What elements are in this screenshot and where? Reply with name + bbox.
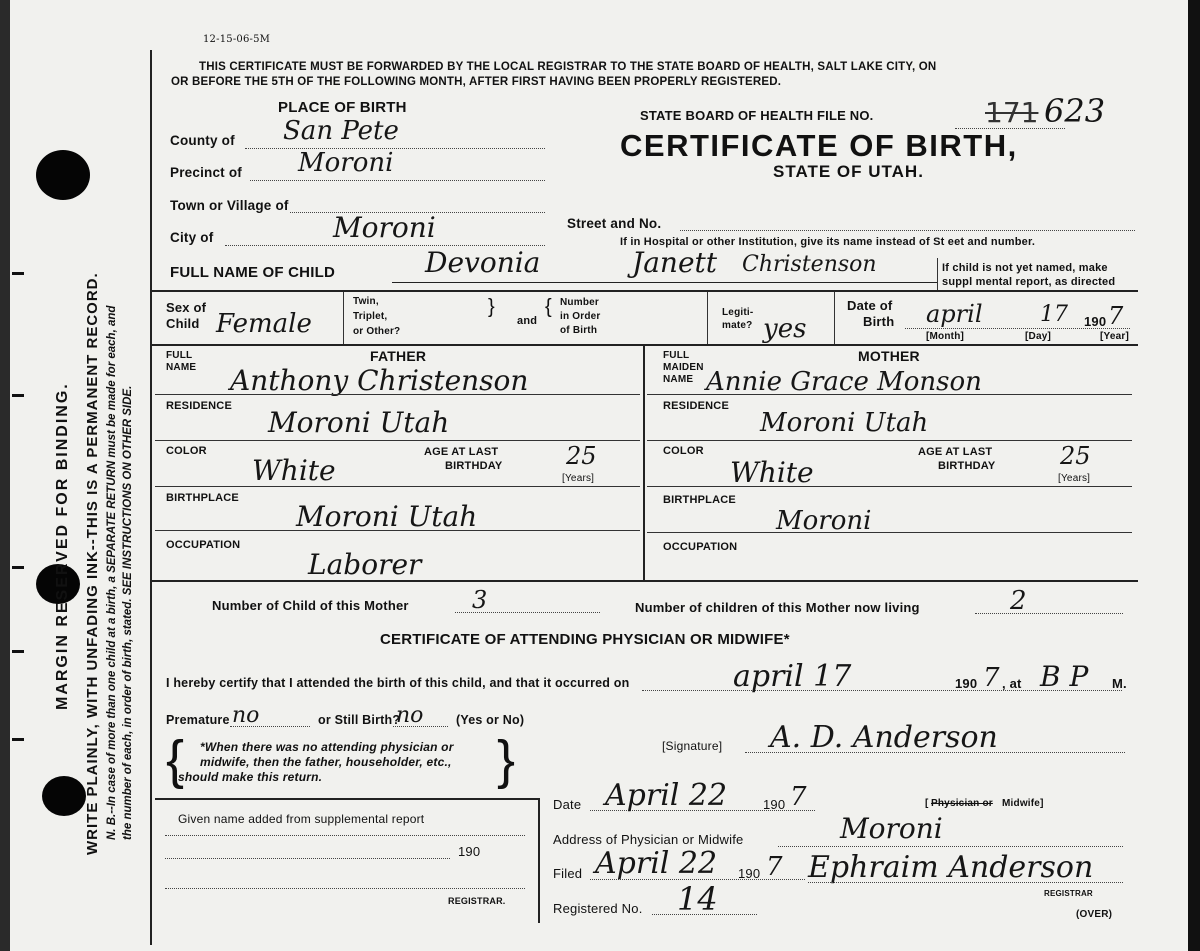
col-divider [343, 292, 344, 344]
occurred-time: B P [1040, 660, 1089, 693]
father-name: Anthony Christenson [230, 364, 529, 397]
physician-label-struck: Physician or [931, 798, 993, 809]
father-birthplace-label: BIRTHPLACE [166, 492, 239, 504]
stillbirth-line [393, 726, 448, 727]
margin-tick [12, 566, 24, 569]
mother-birthplace-label: BIRTHPLACE [663, 494, 736, 506]
section-rule [150, 580, 1138, 582]
brace-decor: } [488, 296, 495, 318]
father-color: White [252, 454, 336, 487]
occurred-century: 190 [955, 676, 978, 691]
certify-text: I hereby certify that I attended the birth of this child, and that it occurred on [166, 676, 630, 690]
mother-color: White [730, 456, 814, 489]
margin-tick [12, 394, 24, 397]
mother-age: 25 [1060, 442, 1091, 470]
living-value: 2 [1010, 586, 1027, 616]
sex-value: Female [216, 309, 312, 339]
premature-line [230, 726, 310, 727]
file-number-value: 623 [1044, 92, 1106, 130]
sex-label-1: Sex of [166, 300, 207, 315]
dob-label-1: Date of [847, 298, 893, 313]
unnamed-note-1: If child is not yet named, make [942, 262, 1108, 274]
margin-tick [12, 272, 24, 275]
street-label: Street and No. [567, 216, 662, 231]
mother-age-label-1: AGE AT LAST [918, 446, 993, 458]
supplemental-top-rule [155, 798, 539, 800]
address-value: Moroni [840, 812, 943, 845]
order-label-2: in Order [560, 311, 601, 322]
father-heading: FATHER [370, 348, 427, 364]
section-rule [150, 290, 1138, 292]
brace-decor: } [497, 730, 516, 790]
note-line-3: should make this return. [178, 770, 323, 784]
sex-label-2: Child [166, 316, 200, 331]
filed-century: 190 [738, 866, 761, 881]
supplemental-line [165, 858, 450, 859]
occurred-date: april 17 [733, 659, 852, 694]
certificate-title: CERTIFICATE OF BIRTH, [620, 128, 1018, 163]
stillbirth-value: no [396, 703, 424, 728]
child-name-label: FULL NAME OF CHILD [170, 264, 335, 281]
address-label: Address of Physician or Midwife [553, 832, 744, 847]
father-age: 25 [566, 442, 597, 470]
binding-hole-top [36, 150, 90, 200]
precinct-label: Precinct of [170, 165, 242, 180]
dob-month: april [926, 300, 983, 328]
supplemental-right-rule [538, 798, 540, 923]
supplemental-label: Given name added from supplemental report [178, 812, 425, 826]
registrar-label: REGISTRAR [1044, 889, 1093, 898]
dob-century: 190 [1084, 314, 1107, 329]
child-name-line [392, 282, 937, 283]
form-code: 12-15-06-5M [203, 34, 271, 45]
mother-full-label-1: FULL [663, 350, 690, 361]
day-label: [Day] [1025, 331, 1052, 342]
precinct-line [250, 180, 545, 181]
occurred-year: 7 [983, 663, 1000, 693]
physician-heading: CERTIFICATE OF ATTENDING PHYSICIAN OR MIDWIFE* [380, 631, 790, 648]
mother-years-label: [Years] [1058, 473, 1091, 484]
living-line [975, 613, 1123, 614]
twin-label-2: Triplet, [353, 311, 388, 322]
order-label-3: of Birth [560, 325, 598, 336]
town-label: Town or Village of [170, 198, 289, 213]
child-middle-name: Janett [632, 246, 718, 279]
brace-decor: { [166, 730, 185, 790]
header-line-2: OR BEFORE THE 5TH OF THE FOLLOWING MONTH, AFTER FIRST HAVING BEEN PROPERLY REGISTERED. [171, 76, 782, 88]
mother-name-rule [647, 394, 1132, 395]
county-value: San Pete [283, 116, 399, 146]
date-year: 7 [790, 782, 807, 812]
registered-label: Registered No. [553, 901, 643, 916]
at-label: , at [1002, 676, 1022, 691]
county-line [245, 148, 545, 149]
mother-residence: Moroni Utah [760, 408, 929, 438]
mother-residence-rule [647, 440, 1132, 441]
mother-color-label: COLOR [663, 445, 704, 457]
mother-name: Annie Grace Monson [706, 367, 982, 397]
premature-value: no [232, 703, 260, 728]
registrar-signature: Ephraim Anderson [808, 850, 1094, 885]
city-value: Moroni [333, 211, 436, 244]
margin-nb-line2: the number of each, in order of birth, stated. SEE INSTRUCTIONS ON OTHER SIDE. [122, 385, 134, 840]
father-color-label: COLOR [166, 445, 207, 457]
mother-heading: MOTHER [858, 348, 920, 364]
brace-decor: { [545, 296, 552, 318]
stillbirth-label: or Still Birth? [318, 713, 401, 727]
child-last-name: Christenson [742, 252, 877, 277]
margin-tick [12, 738, 24, 741]
midwife-label: Midwife] [1002, 798, 1044, 809]
yes-no-label: (Yes or No) [456, 713, 525, 727]
over-label: (OVER) [1076, 909, 1113, 920]
city-label: City of [170, 230, 214, 245]
registered-value: 14 [677, 880, 718, 918]
hospital-note: If in Hospital or other Institution, give its name instead of St eet and number. [620, 236, 1036, 248]
order-label-1: Number [560, 297, 599, 308]
mother-birthplace: Moroni [776, 506, 872, 536]
mother-occupation-label: OCCUPATION [663, 541, 738, 553]
physician-bracket: [ [925, 798, 929, 809]
father-full-label-1: FULL [166, 350, 193, 361]
legitimate-value: yes [763, 314, 807, 344]
father-residence-label: RESIDENCE [166, 400, 232, 412]
mother-birthplace-rule [647, 532, 1132, 533]
scan-edge-left [0, 0, 10, 951]
living-label: Number of children of this Mother now living [635, 600, 920, 615]
supplemental-line [165, 888, 525, 889]
header-line-1: THIS CERTIFICATE MUST BE FORWARDED BY THE LOCAL REGISTRAR TO THE STATE BOARD OF HEALTH, SALT LAKE CITY, ON [199, 61, 937, 73]
twin-label-1: Twin, [353, 296, 379, 307]
registrar-line [808, 882, 1123, 883]
signature-label: [Signature] [662, 739, 723, 753]
date-century: 190 [763, 797, 786, 812]
date-label: Date [553, 797, 582, 812]
father-age-label-2: BIRTHDAY [445, 460, 503, 472]
father-name-rule [155, 394, 640, 395]
father-birthplace: Moroni Utah [296, 500, 478, 533]
supplemental-year: 190 [458, 844, 481, 859]
dob-year: 7 [1108, 302, 1124, 330]
file-number-struck: 171 [985, 96, 1039, 129]
dob-label-2: Birth [863, 314, 895, 329]
county-label: County of [170, 133, 235, 148]
margin-tick [12, 650, 24, 653]
mother-residence-label: RESIDENCE [663, 400, 729, 412]
mother-color-rule [647, 486, 1132, 487]
month-label: [Month] [926, 331, 965, 342]
col-divider [707, 292, 708, 344]
scan-edge-right [1188, 0, 1200, 951]
unnamed-note-2: suppl mental report, as directed [942, 276, 1116, 288]
note-line-2: midwife, then the father, householder, etc., [200, 755, 452, 769]
filed-label: Filed [553, 866, 583, 881]
filed-year: 7 [766, 852, 783, 882]
child-number-label: Number of Child of this Mother [212, 598, 409, 613]
margin-permanent-record: WRITE PLAINLY, WITH UNFADING INK--THIS IS A PERMANENT RECORD. [84, 272, 101, 855]
margin-binding-note: MARGIN RESERVED FOR BINDING. [54, 382, 71, 710]
father-residence-rule [155, 440, 640, 441]
child-number-value: 3 [472, 586, 488, 614]
file-number-label: STATE BOARD OF HEALTH FILE NO. [640, 108, 874, 123]
and-label: and [517, 315, 538, 327]
twin-label-3: or Other? [353, 326, 401, 337]
mother-full-label-3: NAME [663, 374, 694, 385]
premature-label: Premature [166, 713, 230, 727]
physician-signature: A. D. Anderson [770, 720, 998, 755]
margin-rule [150, 50, 152, 945]
m-label: M. [1112, 676, 1127, 691]
father-occupation: Laborer [308, 548, 422, 581]
father-occupation-label: OCCUPATION [166, 539, 241, 551]
child-first-name: Devonia [425, 246, 541, 279]
filed-date: April 22 [595, 846, 718, 881]
state-of-utah: STATE OF UTAH. [773, 162, 924, 181]
dob-day: 17 [1040, 302, 1068, 327]
legit-label-1: Legiti- [722, 307, 754, 318]
father-color-rule [155, 486, 640, 487]
father-age-label-1: AGE AT LAST [424, 446, 499, 458]
parents-divider [643, 344, 645, 580]
binding-hole-bottom [42, 776, 86, 816]
father-years-label: [Years] [562, 473, 595, 484]
supplemental-registrar: REGISTRAR. [448, 896, 506, 906]
legit-label-2: mate? [722, 320, 753, 331]
note-line-1: *When there was no attending physician or [200, 740, 454, 754]
street-line [680, 230, 1135, 231]
col-divider [834, 292, 835, 344]
mother-full-label-2: MAIDEN [663, 362, 704, 373]
precinct-value: Moroni [298, 148, 394, 178]
date-signed: April 22 [605, 778, 728, 813]
unnamed-note-divider [937, 258, 938, 290]
supplemental-line [165, 835, 525, 836]
father-full-label-2: NAME [166, 362, 197, 373]
father-birthplace-rule [155, 530, 640, 531]
place-of-birth-heading: PLACE OF BIRTH [278, 99, 407, 116]
address-line [778, 846, 1123, 847]
year-label: [Year] [1100, 331, 1129, 342]
mother-age-label-2: BIRTHDAY [938, 460, 996, 472]
margin-nb-line1: N. B.--In case of more than one child at a birth, a SEPARATE RETURN must be made for each, and [106, 305, 118, 840]
father-residence: Moroni Utah [268, 406, 450, 439]
